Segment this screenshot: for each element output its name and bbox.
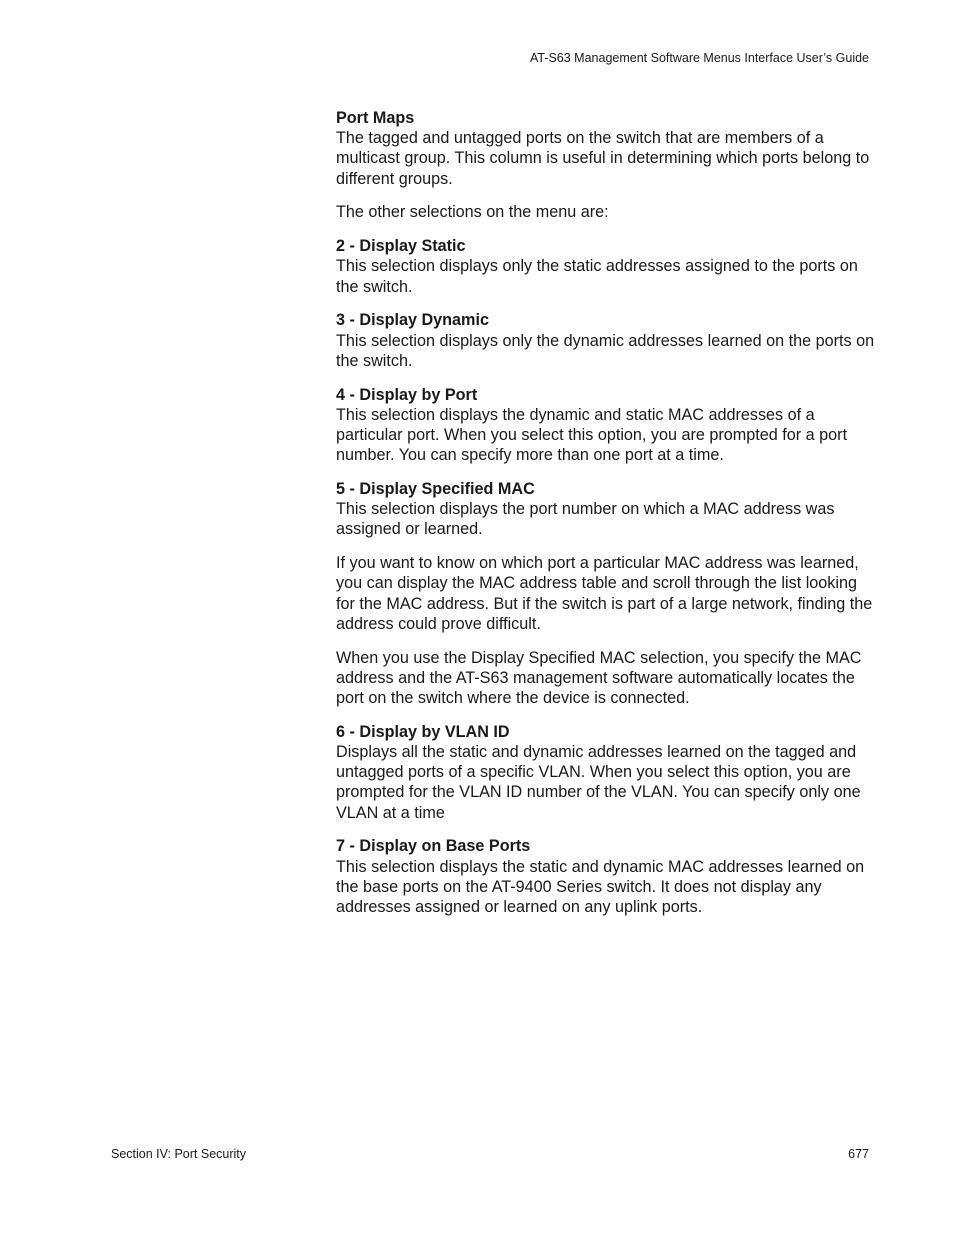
menu-item-heading: 3 - Display Dynamic: [336, 311, 489, 330]
intro-paragraph: The other selections on the menu are:: [336, 203, 609, 222]
menu-item-paragraph: If you want to know on which port a particular MAC address was learned, you can display the MAC address table and scroll through the list looking for the MAC address. But if the switch is part of a large network, finding the address could prove difficult.: [336, 554, 873, 633]
menu-item-display-by-port: [336, 385, 876, 466]
running-header: AT-S63 Management Software Menus Interface User’s Guide: [529, 51, 869, 65]
menu-item-paragraph: This selection displays the dynamic and static MAC addresses of a particular port. When you select this option, you are prompted for a port number. You can specify more than one port at a time.: [336, 405, 848, 465]
menu-item-display-dynamic: [336, 310, 876, 371]
menu-item-paragraph: This selection displays only the dynamic addresses learned on the ports on the switch.: [336, 331, 875, 370]
menu-item-display-specified-mac: [336, 479, 876, 708]
menu-item-heading: 6 - Display by VLAN ID: [336, 722, 510, 741]
section-heading: Port Maps: [336, 109, 415, 127]
menu-item-heading: 7 - Display on Base Ports: [336, 837, 531, 856]
menu-item-display-by-vlan-id: [336, 722, 876, 823]
menu-item-heading: 2 - Display Static: [336, 237, 466, 256]
section-paragraph: The tagged and untagged ports on the switch that are members of a multicast group. This column is useful in determining which ports belong to different groups.: [336, 129, 870, 188]
menu-item-display-static: [336, 236, 876, 297]
footer-section-label: Section IV: Port Security: [111, 1147, 247, 1161]
menu-item-paragraph: This selection displays only the static addresses assigned to the ports on the switch.: [336, 257, 858, 296]
menu-item-paragraph: When you use the Display Specified MAC selection, you specify the MAC address and the AT-S63 management software automatically locates the port on the switch where the device is connected.: [336, 648, 862, 708]
menu-item-display-on-base-ports: [336, 836, 876, 917]
menu-item-paragraph: This selection displays the static and dynamic MAC addresses learned on the base ports on the AT-9400 Series switch. It does not display any addresses assigned or learned on any uplink ports.: [336, 857, 865, 917]
page-number: 677: [848, 1147, 869, 1161]
menu-item-paragraph: Displays all the static and dynamic addresses learned on the tagged and untagged ports of a specific VLAN. When you select this option, you are prompted for the VLAN ID number of the VLAN. You can specify only one VLAN at a time: [336, 743, 861, 822]
section-port-maps: [336, 108, 876, 189]
menu-item-paragraph: This selection displays the port number on which a MAC address was assigned or learned.: [336, 500, 835, 539]
menu-item-heading: 5 - Display Specified MAC: [336, 480, 535, 499]
menu-item-heading: 4 - Display by Port: [336, 385, 478, 404]
main-content: [336, 108, 876, 931]
